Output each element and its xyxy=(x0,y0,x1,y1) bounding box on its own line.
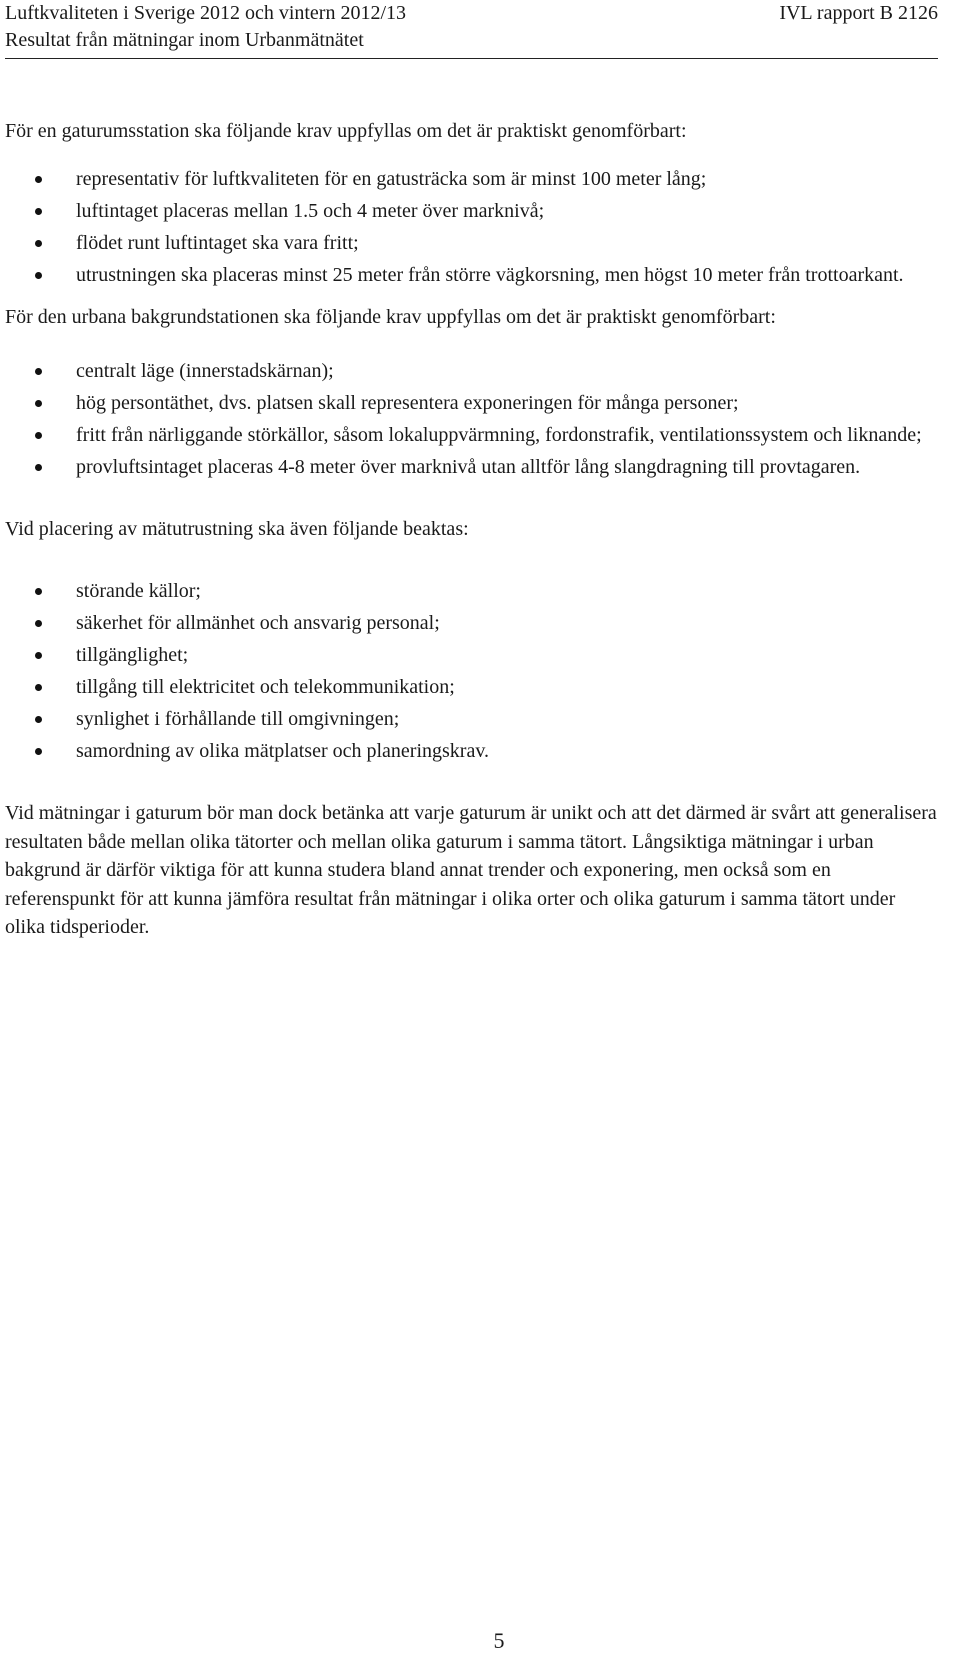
background-station-intro: För den urbana bakgrundstationen ska följande krav uppfyllas om det är praktiskt genomförbart: xyxy=(5,306,776,328)
report-title: Luftkvaliteten i Sverige 2012 och vintern 2012/13 xyxy=(5,2,407,24)
report-id: IVL rapport B 2126 xyxy=(779,2,938,24)
list-item: säkerhet för allmänhet och ansvarig personal; xyxy=(5,609,938,637)
list-item: tillgänglighet; xyxy=(5,641,938,669)
report-subtitle: Resultat från mätningar inom Urbanmätnätet xyxy=(5,29,364,51)
closing-paragraph: Vid mätningar i gaturum bör man dock betänka att varje gaturum är unikt och att det därmed är svårt att generalisera resultaten både mellan olika tätorter och mellan olika gaturum i samma tätort. Långsiktiga mätningar i urban bakgrund är därför viktiga för att kunna studera bland annat trender och exponering, men också som en referenspunkt för att kunna jämföra resultat från mätningar i olika orter och olika gaturum i samma tätort under olika tidsperioder. xyxy=(5,802,937,938)
list-item: tillgång till elektricitet och telekommunikation; xyxy=(5,673,938,701)
header-divider xyxy=(5,58,938,59)
street-station-requirements xyxy=(5,165,938,289)
header-row xyxy=(5,0,938,27)
background-station-requirements xyxy=(5,357,938,481)
page-header xyxy=(5,0,938,54)
list-item: flödet runt luftintaget ska vara fritt; xyxy=(5,229,938,257)
list-item: hög persontäthet, dvs. platsen skall representera exponeringen för många personer; xyxy=(5,389,938,417)
street-station-intro: För en gaturumsstation ska följande krav uppfyllas om det är praktiskt genomförbart: xyxy=(5,120,687,142)
document-body xyxy=(5,117,938,942)
list-item: utrustningen ska placeras minst 25 meter från större vägkorsning, men högst 10 meter från trottoarkant. xyxy=(5,261,938,289)
list-item: störande källor; xyxy=(5,577,938,605)
list-item: provluftsintaget placeras 4-8 meter över marknivå utan alltför lång slangdragning till provtagaren. xyxy=(5,453,938,481)
list-item: fritt från närliggande störkällor, såsom lokaluppvärmning, fordonstrafik, ventilationssystem och liknande; xyxy=(5,421,938,449)
list-item: luftintaget placeras mellan 1.5 och 4 meter över marknivå; xyxy=(5,197,938,225)
list-item: synlighet i förhållande till omgivningen; xyxy=(5,705,938,733)
list-item: representativ för luftkvaliteten för en gatusträcka som är minst 100 meter lång; xyxy=(5,165,938,193)
list-item: centralt läge (innerstadskärnan); xyxy=(5,357,938,385)
placement-considerations-intro: Vid placering av mätutrustning ska även följande beaktas: xyxy=(5,518,469,540)
list-item: samordning av olika mätplatser och planeringskrav. xyxy=(5,737,938,765)
page-number: 5 xyxy=(493,1628,505,1653)
placement-considerations xyxy=(5,577,938,765)
